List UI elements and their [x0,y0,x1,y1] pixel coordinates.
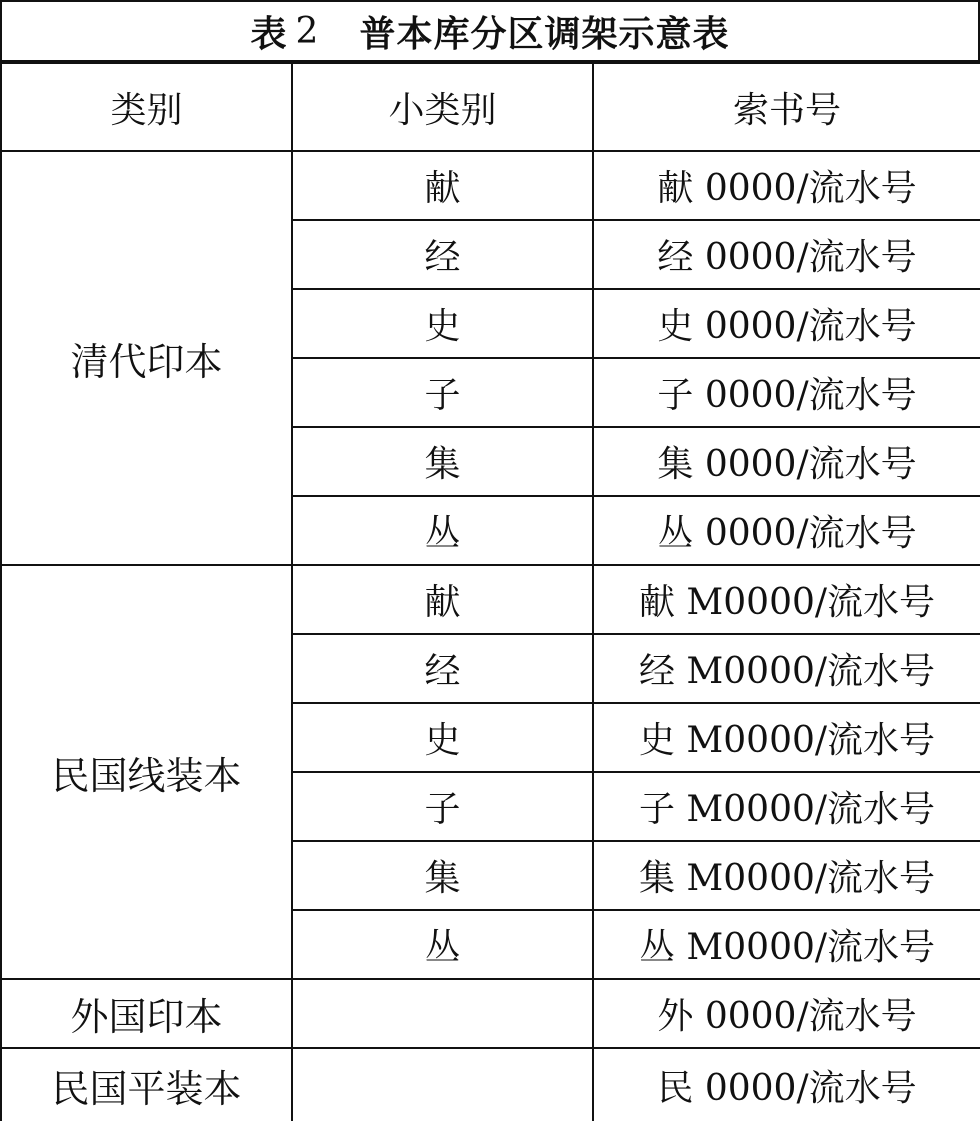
call-number-cell: 集 0000/流水号 [593,427,980,496]
call-number-cell: 集 M0000/流水号 [593,841,980,910]
table-row [1,1048,980,1121]
call-number-cell: 外 0000/流水号 [593,979,980,1048]
table-row [1,565,980,634]
table-title-label: 表 [250,12,288,55]
subcategory-cell: 集 [292,427,593,496]
call-number-cell: 丛 M0000/流水号 [593,910,980,979]
subcategory-cell [292,979,593,1048]
call-number-cell: 经 M0000/流水号 [593,634,980,703]
subcategory-cell: 史 [292,289,593,358]
subcategory-cell: 献 [292,565,593,634]
header-category: 类别 [1,62,292,151]
subcategory-cell [292,1048,593,1121]
table-title-text: 普本库分区调架示意表 [359,12,730,55]
call-number-cell: 子 M0000/流水号 [593,772,980,841]
table-title [0,0,980,60]
table-title-number: 2 [295,10,320,52]
call-number-cell: 史 0000/流水号 [593,289,980,358]
call-number-cell: 民 0000/流水号 [593,1048,980,1121]
call-number-cell: 丛 0000/流水号 [593,496,980,565]
category-cell: 外国印本 [1,979,292,1048]
header-subcategory: 小类别 [292,62,593,151]
subcategory-cell: 献 [292,151,593,220]
call-number-cell: 史 M0000/流水号 [593,703,980,772]
call-number-cell: 经 0000/流水号 [593,220,980,289]
subcategory-cell: 子 [292,772,593,841]
shelving-table [0,60,980,1121]
category-cell: 民国平装本 [1,1048,292,1121]
call-number-cell: 献 0000/流水号 [593,151,980,220]
category-cell: 清代印本 [1,151,292,565]
subcategory-cell: 丛 [292,910,593,979]
header-call-number: 索书号 [593,62,980,151]
call-number-cell: 献 M0000/流水号 [593,565,980,634]
subcategory-cell: 子 [292,358,593,427]
subcategory-cell: 经 [292,634,593,703]
call-number-cell: 子 0000/流水号 [593,358,980,427]
header-row [1,62,980,151]
table-row [1,979,980,1048]
subcategory-cell: 经 [292,220,593,289]
subcategory-cell: 丛 [292,496,593,565]
category-cell: 民国线装本 [1,565,292,979]
table-row [1,151,980,220]
subcategory-cell: 史 [292,703,593,772]
subcategory-cell: 集 [292,841,593,910]
